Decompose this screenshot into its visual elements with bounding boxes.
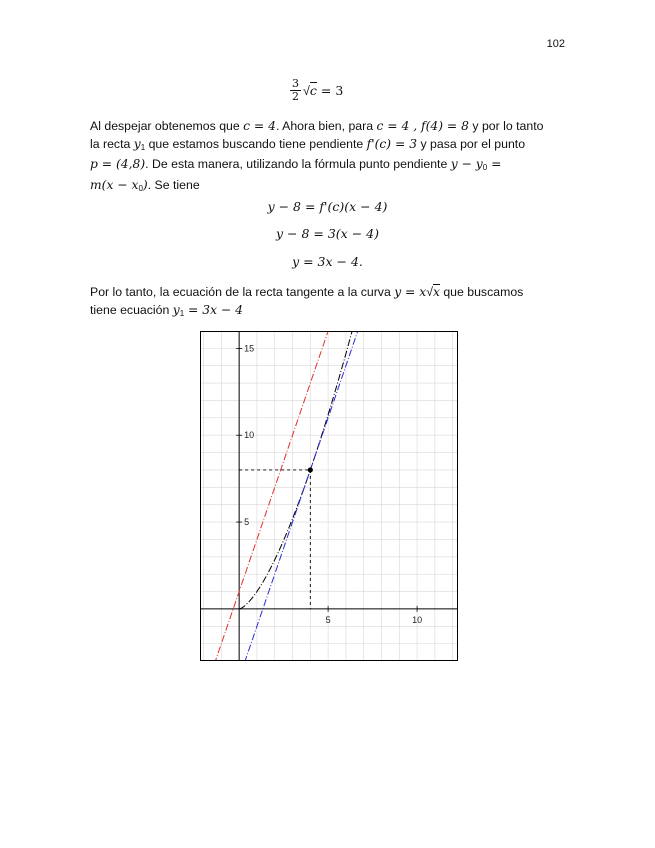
y-tick-label: 15 bbox=[244, 343, 255, 354]
x-tick-label: 10 bbox=[412, 614, 423, 625]
equation-rhs: = 3 bbox=[320, 82, 344, 98]
radicand: c bbox=[309, 82, 317, 98]
y-tick-label: 10 bbox=[244, 430, 255, 441]
y-tick-label: 5 bbox=[244, 517, 250, 528]
paragraph-2 bbox=[90, 284, 560, 322]
fraction-numerator: 3 bbox=[292, 76, 299, 90]
equation-top bbox=[290, 76, 343, 104]
series-line-3 bbox=[214, 331, 328, 661]
fraction-denominator: 2 bbox=[292, 89, 299, 103]
paragraph-2-line-1: Por lo tanto, la ecuación de la recta tangente a la curva y = x√x que buscamos bbox=[90, 285, 524, 299]
equation-middle-3: y = 3x − 4. bbox=[292, 254, 363, 269]
equation-middle-1: y − 8 = f'(c)(x − 4) bbox=[267, 199, 388, 214]
paragraph-2-line-2: tiene ecuación $y_1 = 3x - 4$ bbox=[90, 302, 243, 318]
equation-middle-2: y − 8 = 3(x − 4) bbox=[276, 226, 379, 241]
page-number: 102 bbox=[546, 38, 565, 50]
fraction bbox=[290, 78, 301, 103]
paragraph-1 bbox=[90, 118, 560, 197]
paragraph-1-line-4: $m(x - x_0)$. Se tiene bbox=[90, 177, 200, 193]
paragraph-1-line-2: la recta $y_1$ que estamos buscando tiene pendiente f'(c) = 3 y pasa por el punto bbox=[90, 136, 526, 152]
sqrt-expression: √c bbox=[303, 82, 317, 98]
tangent-point bbox=[308, 467, 313, 472]
paragraph-1-line-3: p = (4,8). De esta manera, utilizando la fórmula punto pendiente $y - y_0$ = bbox=[90, 157, 502, 172]
paragraph-1-line-1: Al despejar obtenemos que c = 4. Ahora bien, para c = 4 , f(4) = 8 y por lo tanto bbox=[90, 119, 544, 133]
graph-svg bbox=[200, 331, 458, 661]
graph bbox=[200, 331, 458, 661]
x-tick-label: 5 bbox=[325, 614, 331, 625]
